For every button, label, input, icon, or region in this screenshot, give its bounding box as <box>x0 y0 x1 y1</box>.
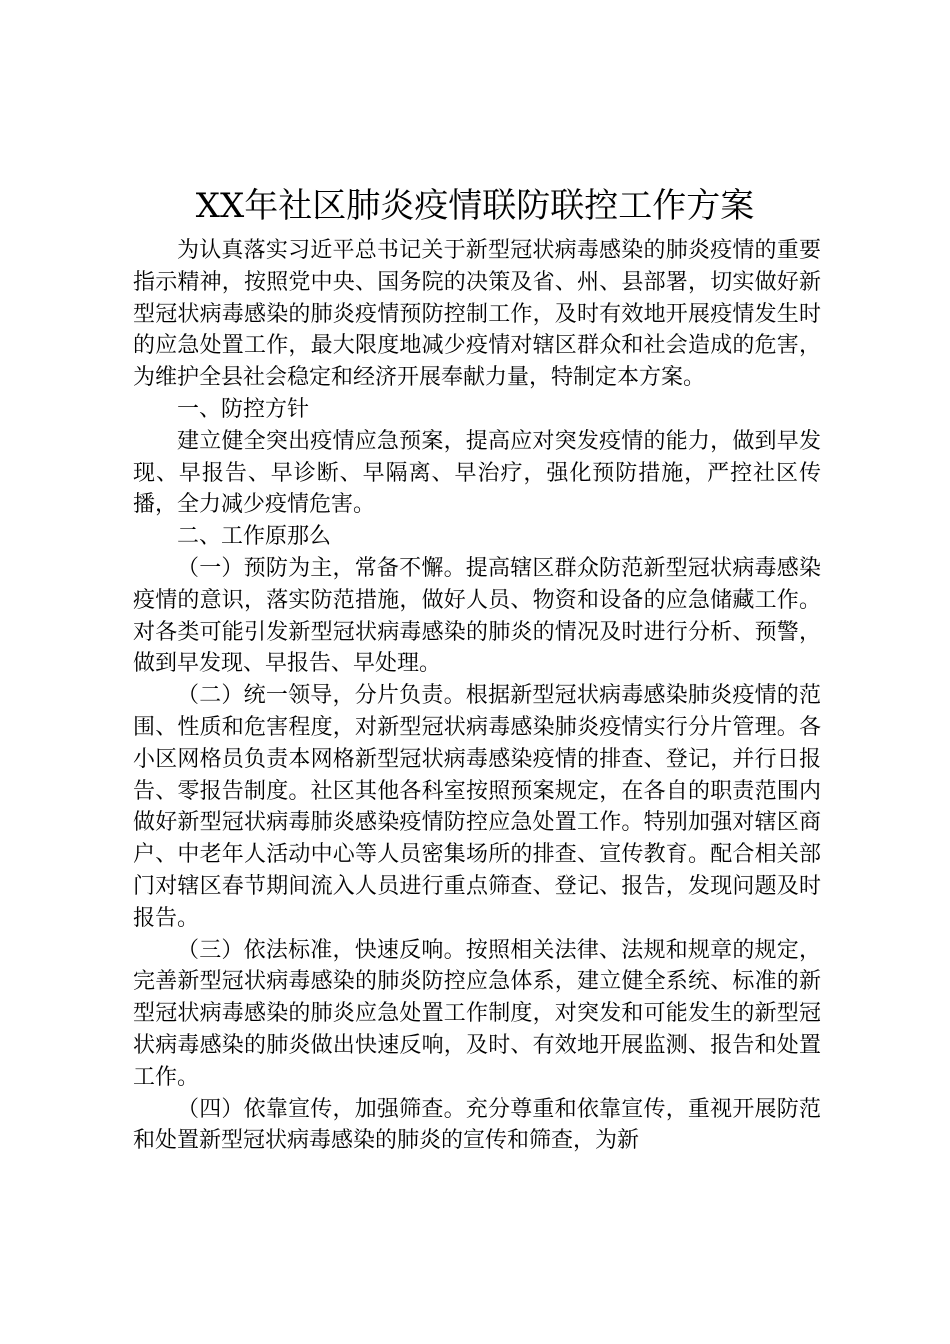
principle-paragraph-2: （二）统一领导，分片负责。根据新型冠状病毒感染肺炎疫情的范围、性质和危害程度，对新型冠状病毒感染肺炎疫情实行分片管理。各小区网格员负责本网格新型冠状病毒感染疫情的排查、登记，并行日报告、零报告制度。社区其他各科室按照预案规定，在各自的职责范围内做好新型冠状病毒肺炎感染疫情防控应急处置工作。特别加强对辖区商户、中老年人活动中心等人员密集场所的排查、宣传教育。配合相关部门对辖区春节期间流入人员进行重点筛查、登记、报告，发现问题及时报告。 <box>133 683 821 931</box>
document-title: XX年社区肺炎疫情联防联控工作方案 <box>195 186 755 226</box>
section-heading-principles: 二、工作原那么 <box>177 524 332 550</box>
policy-paragraph: 建立健全突出疫情应急预案，提高应对突发疫情的能力，做到早发现、早报告、早诊断、早隔离、早治疗，强化预防措施，严控社区传播，全力减少疫情危害。 <box>133 428 821 518</box>
principle-paragraph-1: （一）预防为主，常备不懈。提高辖区群众防范新型冠状病毒感染疫情的意识，落实防范措施，做好人员、物资和设备的应急储藏工作。对各类可能引发新型冠状病毒感染的肺炎的情况及时进行分析、预警，做到早发现、早报告、早处理。 <box>133 555 821 677</box>
document-body <box>133 235 821 1157</box>
intro-paragraph: 为认真落实习近平总书记关于新型冠状病毒感染的肺炎疫情的重要指示精神，按照党中央、国务院的决策及省、州、县部署，切实做好新型冠状病毒感染的肺炎疫情预防控制工作，及时有效地开展疫情发生时的应急处置工作，最大限度地减少疫情对辖区群众和社会造成的危害，为维护全县社会稳定和经济开展奉献力量，特制定本方案。 <box>133 238 821 391</box>
principle-paragraph-4: （四）依靠宣传，加强筛查。充分尊重和依靠宣传，重视开展防范和处置新型冠状病毒感染的肺炎的宣传和筛查，为新 <box>133 1096 821 1154</box>
section-heading-policy: 一、防控方针 <box>177 396 310 422</box>
principle-paragraph-3: （三）依法标准，快速反响。按照相关法律、法规和规章的规定，完善新型冠状病毒感染的肺炎防控应急体系，建立健全系统、标准的新型冠状病毒感染的肺炎应急处置工作制度，对突发和可能发生的新型冠状病毒感染的肺炎做出快速反响，及时、有效地开展监测、报告和处置工作。 <box>133 937 821 1090</box>
